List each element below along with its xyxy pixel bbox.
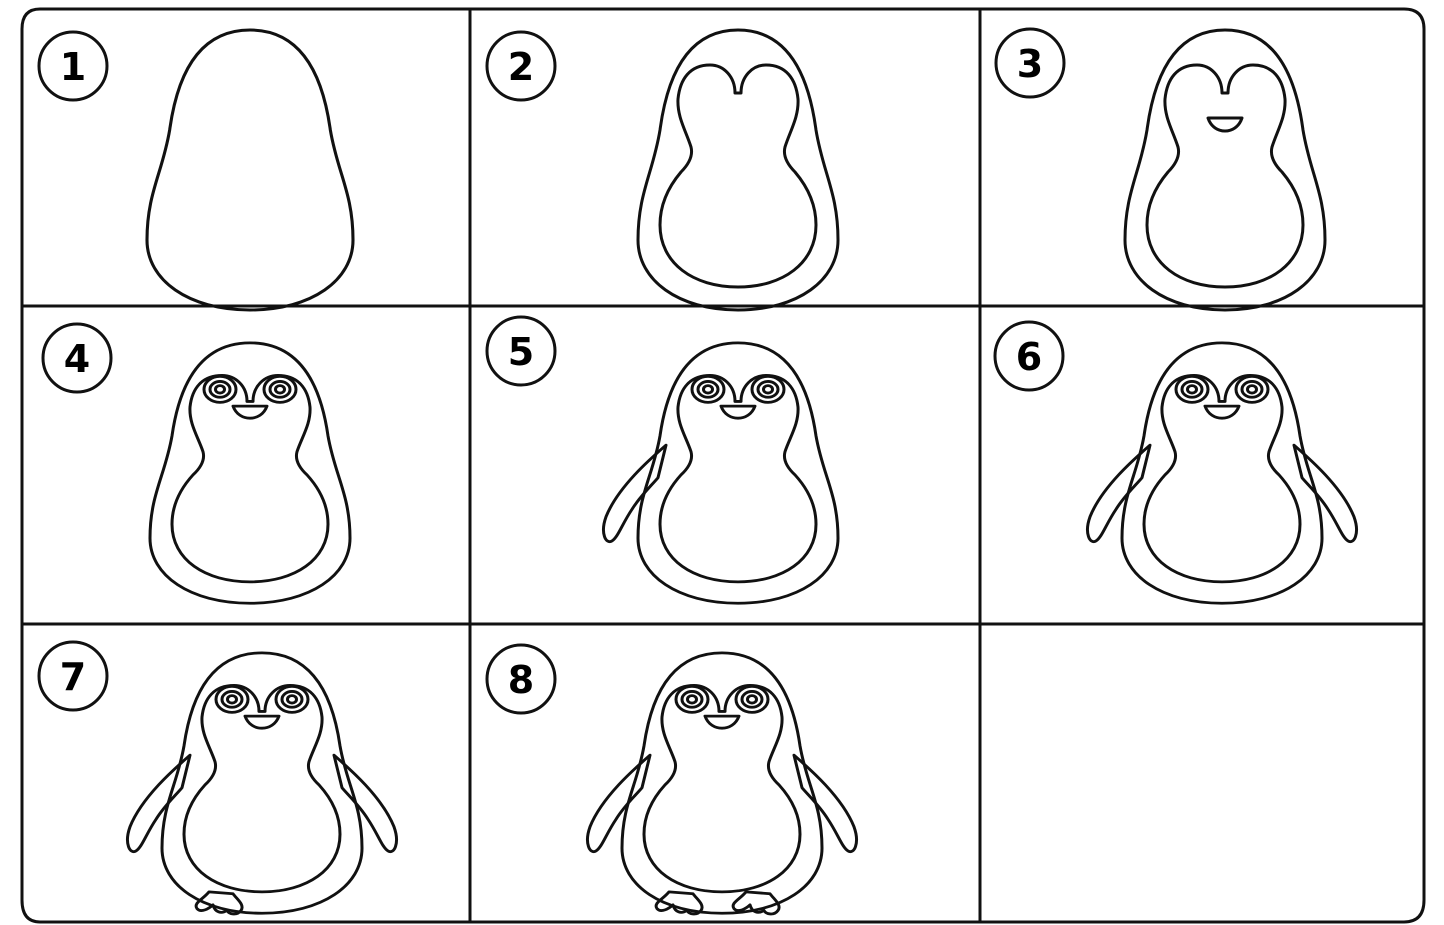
step-number: 7 <box>59 655 87 699</box>
penguin-drawing <box>588 653 857 914</box>
step-panel-3 <box>996 29 1325 310</box>
penguin-drawing <box>638 30 838 310</box>
step-panel-5 <box>487 317 838 603</box>
step-number: 3 <box>1016 42 1044 86</box>
step-number: 4 <box>63 337 91 381</box>
penguin-drawing <box>150 343 350 603</box>
penguin-drawing <box>128 653 397 914</box>
step-panel-7 <box>39 642 396 914</box>
step-panel-1 <box>39 30 353 310</box>
penguin-drawing <box>1125 30 1325 310</box>
step-panel-4 <box>43 324 350 603</box>
penguin-drawing <box>1088 343 1357 603</box>
step-number: 1 <box>59 45 87 89</box>
outer-frame <box>22 9 1424 922</box>
step-number: 6 <box>1015 335 1043 379</box>
step-panel-6 <box>995 322 1356 603</box>
penguin-drawing <box>604 343 838 603</box>
step-number: 8 <box>507 658 535 702</box>
step-number: 2 <box>507 45 535 89</box>
step-panel-2 <box>487 30 838 310</box>
penguin-drawing <box>147 30 353 310</box>
step-panel-8 <box>487 645 856 914</box>
step-number: 5 <box>507 330 535 374</box>
